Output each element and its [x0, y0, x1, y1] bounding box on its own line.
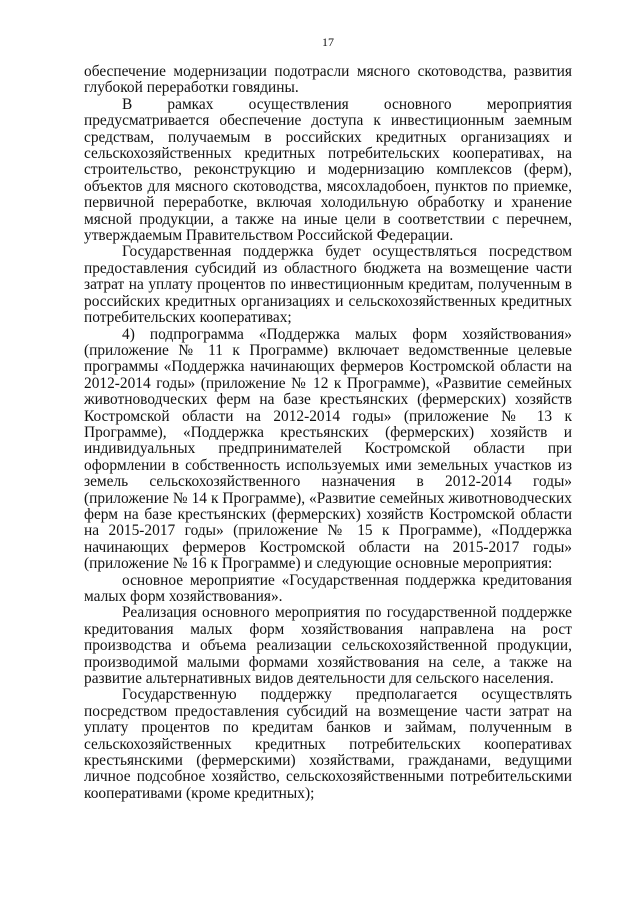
paragraph: Реализация основного мероприятия по государственной поддержке кредитования малых форм хозяйствования направлена на рост производства и объема реализации сельскохозяйственной продукции, производимой малыми формами хозяйствования на селе, а также на развитие альтернативных видов деятельности для сельского населения. — [84, 604, 572, 688]
paragraph: Государственную поддержку предполагается осуществлять посредством предоставления субсидий на возмещение части затрат на уплату процентов по кредитам банков и займам, полученным в сельскохозяйственных кредитных потребительских кооперативах крестьянскими (фермерскими) хозяйствами, гражданами, ведущими личное подсобное хозяйство, сельскохозяйственными потребительскими кооперативами (кроме кредитных); — [84, 686, 572, 802]
page-number: 17 — [322, 35, 334, 49]
paragraph: основное мероприятие «Государственная поддержка кредитования малых форм хозяйствования». — [84, 571, 572, 605]
paragraph: Государственная поддержка будет осуществляться посредством предоставления субсидий из областного бюджета на возмещение части затрат на уплату процентов по инвестиционным кредитам, полученным в российских кредитных организациях и сельскохозяйственных кредитных потребительских кооперативах; — [84, 243, 572, 327]
paragraph: 4) подпрограмма «Поддержка малых форм хозяйствования» (приложение № 11 к Программе) включает ведомственные целевые программы «Поддержка начинающих фермеров Костромской области на 2012-2014 годы» (приложение № 12 к Программе), «Развитие семейных животноводческих ферм на базе крестьянских (фермерских) хозяйств Костромской области на 2012-2014 годы» (приложение № 13 к Программе), «Поддержка крестьянских (фермерских) хозяйств и индивидуальных предпринимателей Костромской области при оформлении в собственность используемых ими земельных участков из земель сельскохозяйственного назначения в 2012-2014 годы» (приложение № 14 к Программе), «Развитие семейных животноводческих ферм на базе крестьянских (фермерских) хозяйств Костромской области на 2015-2017 годы» (приложение № 15 к Программе), «Поддержка начинающих фермеров Костромской области на 2015-2017 годы» (приложение № 16 к Программе) и следующие основные мероприятия: — [84, 325, 572, 573]
document-page — [84, 36, 572, 802]
paragraph: В рамках осуществления основного мероприятия предусматривается обеспечение доступа к инвестиционным заемным средствам, получаемым в российских кредитных организациях и сельскохозяйственных кредитных потребительских кооперативах, на строительство, реконструкцию и модернизацию комплексов (ферм), объектов для мясного скотоводства, мясохладобоен, пунктов по приемке, первичной переработке, включая холодильную обработку и хранение мясной продукции, а также на иные цели в соответствии с перечнем, утверждаемым Правительством Российской Федерации. — [84, 95, 572, 245]
paragraph: обеспечение модернизации подотрасли мясного скотоводства, развития глубокой переработки говядины. — [84, 63, 572, 97]
